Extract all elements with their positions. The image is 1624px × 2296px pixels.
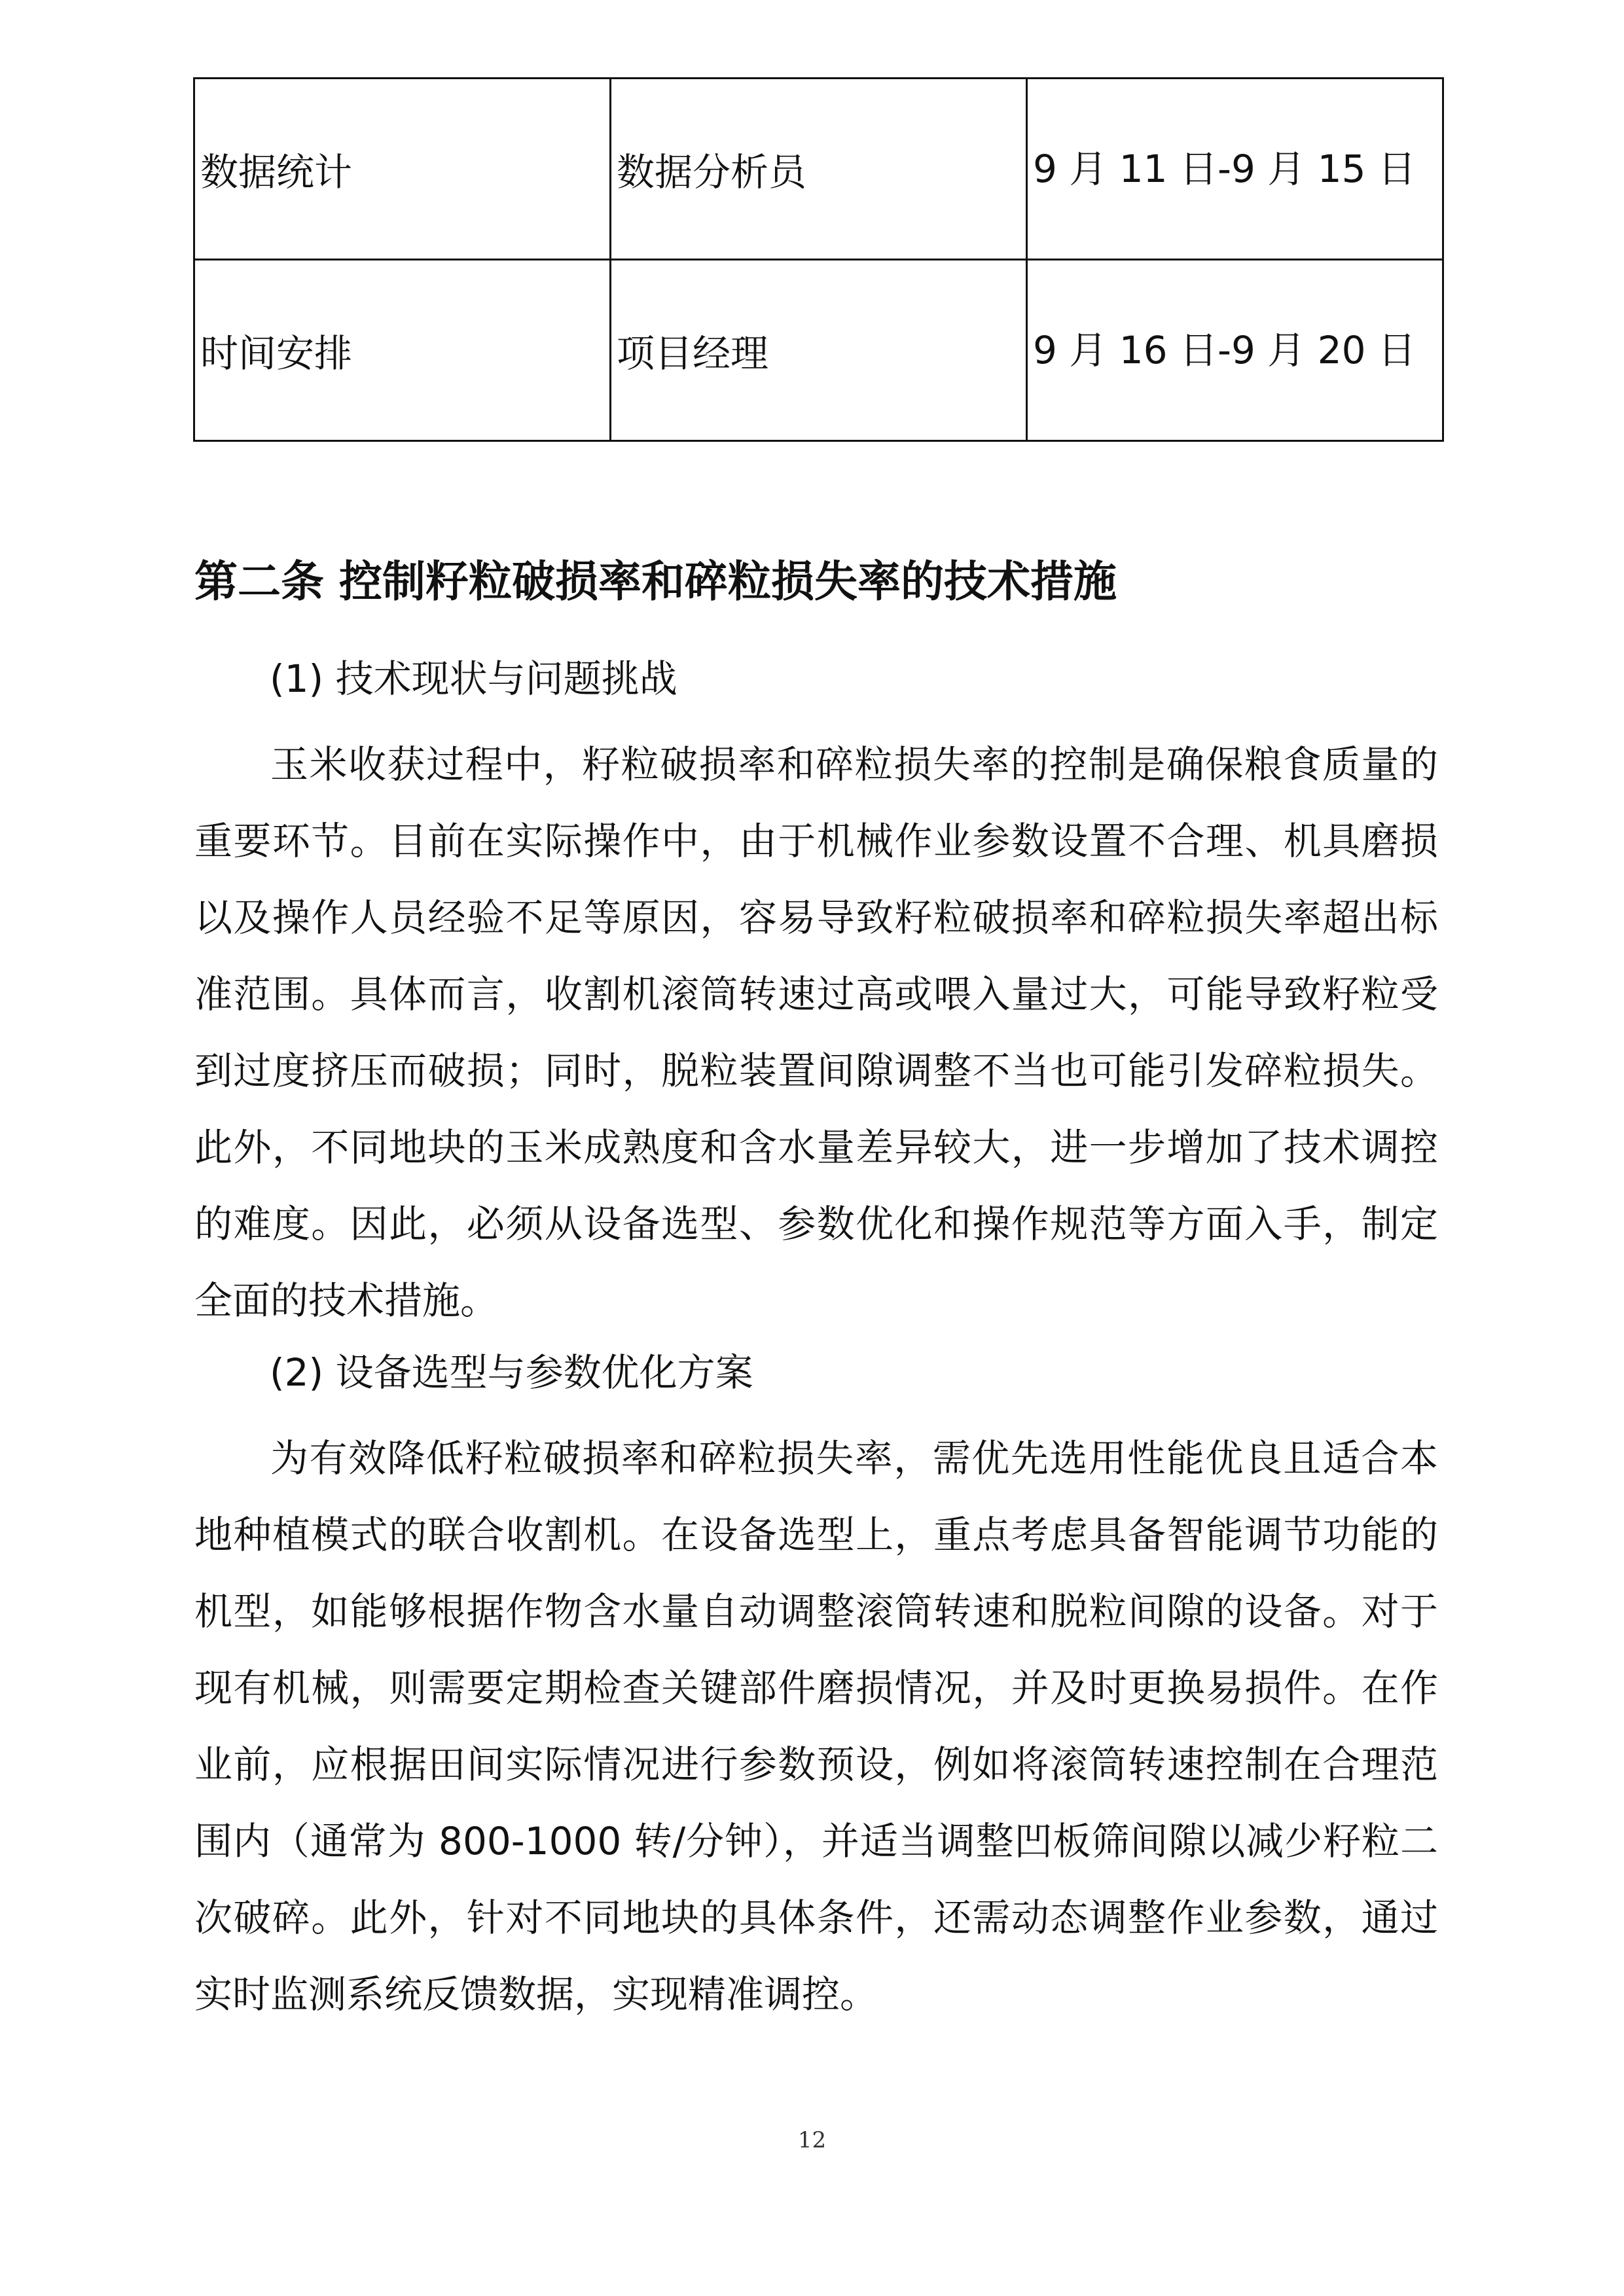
table-cell-owner: 项目经理 <box>611 260 1027 441</box>
table-cell-owner: 数据分析员 <box>611 79 1027 260</box>
table-row <box>194 79 1443 260</box>
subheading-1: (1) 技术现状与问题挑战 <box>270 656 677 701</box>
paragraph-2: 为有效降低籽粒破损率和碎粒损失率，需优先选用性能优良且适合本地种植模式的联合收割机。在设备选型上，重点考虑具备智能调节功能的机型，如能够根据作物含水量自动调整滚筒转速和脱粒间隙的设备。对于现有机械，则需要定期检查关键部件磨损情况，并及时更换易损件。在作业前，应根据田间实际情况进行参数预设，例如将滚筒转速控制在合理范围内（通常为 800-1000 转/分钟），并适当调整凹板筛间隙以减少籽粒二次破碎。此外，针对不同地块的具体条件，还需动态调整作业参数，通过实时监测系统反馈数据，实现精准调控。 <box>194 1436 1438 2017</box>
table-cell-time: 9 月 16 日-9 月 20 日 <box>1027 260 1443 441</box>
table-cell-task: 数据统计 <box>194 79 611 260</box>
paragraph-1: 玉米收获过程中，籽粒破损率和碎粒损失率的控制是确保粮食质量的重要环节。目前在实际操作中，由于机械作业参数设置不合理、机具磨损以及操作人员经验不足等原因，容易导致籽粒破损率和碎粒损失率超出标准范围。具体而言，收割机滚筒转速过高或喂入量过大，可能导致籽粒受到过度挤压而破损；同时，脱粒装置间隙调整不当也可能引发碎粒损失。此外，不同地块的玉米成熟度和含水量差异较大，进一步增加了技术调控的难度。因此，必须从设备选型、参数优化和操作规范等方面入手，制定全面的技术措施。 <box>194 742 1438 1323</box>
page-number: 12 <box>797 2127 827 2153</box>
table-cell-task: 时间安排 <box>194 260 611 441</box>
table-row <box>194 260 1443 441</box>
subheading-2: (2) 设备选型与参数优化方案 <box>270 1350 753 1395</box>
schedule-table <box>193 77 1444 442</box>
table-cell-time: 9 月 11 日-9 月 15 日 <box>1027 79 1443 260</box>
section-heading: 第二条 控制籽粒破损率和碎粒损失率的技术措施 <box>194 556 1117 607</box>
